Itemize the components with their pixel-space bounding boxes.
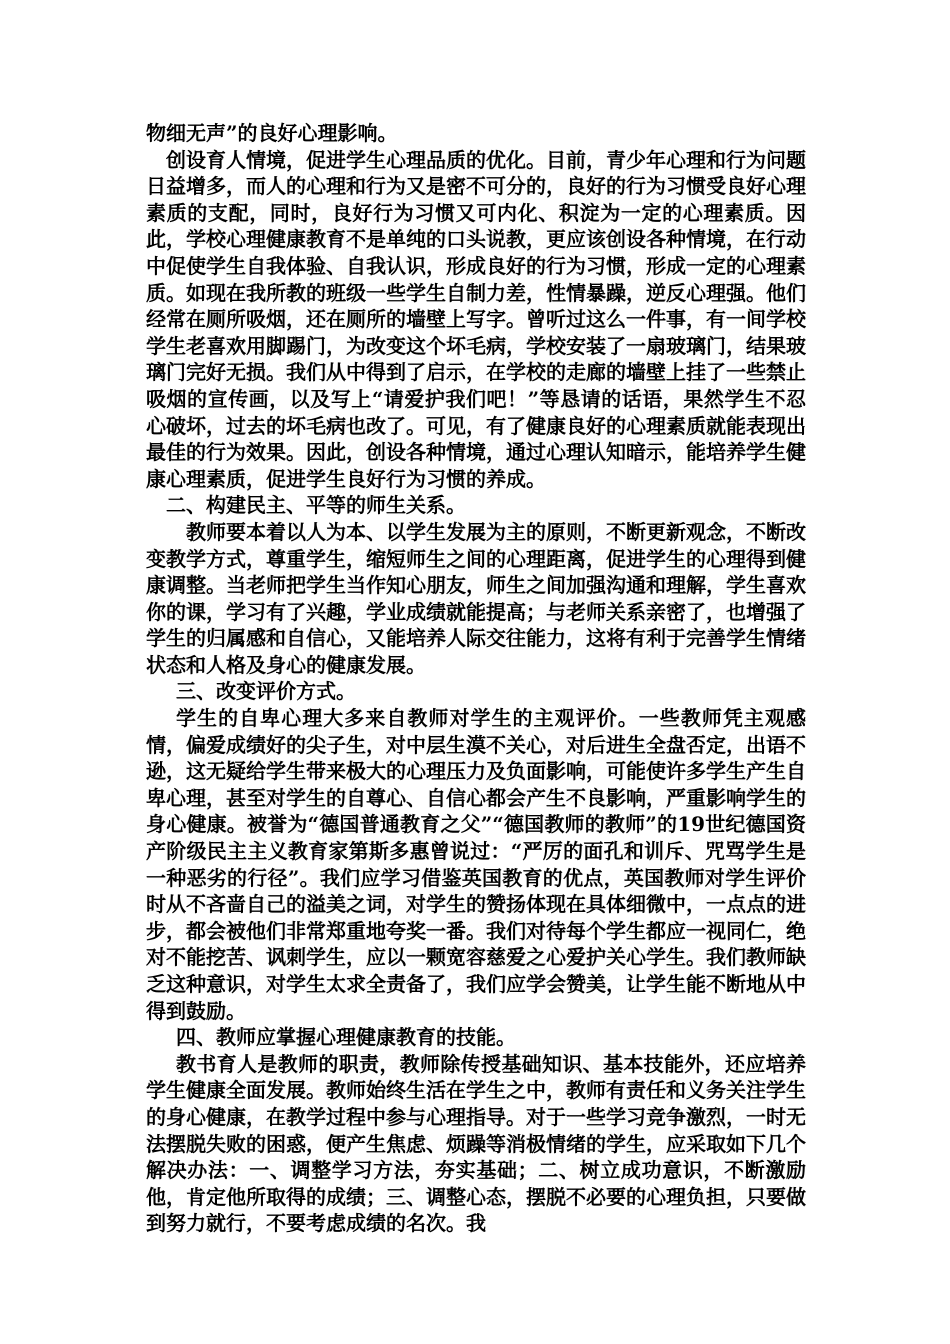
heading-section-3: 三、改变评价方式。 <box>176 679 356 704</box>
paragraph-evaluation: 学生的自卑心理大多来自教师对学生的主观评价。一些教师凭主观感情，偏爱成绩好的尖子生，对中层生漠不关心，对后进生全盘否定，出语不逊，这无疑给学生带来极大的心理压力及负面影响，可能使许多学生产生自卑心理，甚至对学生的自尊心、自信心都会产生不良影响，严重影响学生的身心健康。被誉为“德国普通教育之父”“德国教师的教师”的19世纪德国资产阶级民主主义教育家第斯多惠曾说过：“严厉的面孔和训斥、咒骂学生是一种恶劣的行径”。我们应学习借鉴英国教育的优点，英国教师对学生评价时从不吝啬自己的溢美之词，对学生的赞扬体现在具体细微中，一点点的进步，都会被他们非常郑重地夸奖一番。我们对待每个学生都应一视同仁，绝对不能挖苦、讽刺学生，应以一颗宽容慈爱之心爱护关心学生。我们教师缺乏这种意识，对学生太求全责备了，我们应学会赞美，让学生能不断地从中得到鼓励。 <box>146 706 806 1023</box>
heading-section-2: 二、构建民主、平等的师生关系。 <box>166 493 466 518</box>
document-body <box>146 120 806 1237</box>
paragraph-skills: 教书育人是教师的职责，教师除传授基础知识、基本技能外，还应培养学生健康全面发展。教师始终生活在学生之中，教师有责任和义务关注学生的身心健康，在教学过程中参与心理指导。对于一些学习竞争激烈，一时无法摆脱失败的困惑，便产生焦虑、烦躁等消极情绪的学生，应采取如下几个解决办法：一、调整学习方法，夯实基础；二、树立成功意识，不断激励他，肯定他所取得的成绩；三、调整心态，摆脱不必要的心理负担，只要做到努力就行，不要考虑成绩的名次。我 <box>146 1051 806 1236</box>
paragraph-continuation: 物细无声”的良好心理影响。 <box>146 121 398 145</box>
paragraph-teacher-student: 教师要本着以人为本、以学生发展为主的原则，不断更新观念，不断改变教学方式，尊重学生，缩短师生之间的心理距离，促进学生的心理得到健康调整。当老师把学生当作知心朋友，师生之间加强沟通和理解，学生喜欢你的课，学习有了兴趣，学业成绩就能提高；与老师关系亲密了，也增强了学生的归属感和自信心，又能培养人际交往能力，这将有利于完善学生情绪状态和人格及身心的健康发展。 <box>146 519 806 677</box>
heading-section-4: 四、教师应掌握心理健康教育的技能。 <box>176 1025 516 1050</box>
paragraph-situation: 创设育人情境，促进学生心理品质的优化。目前，青少年心理和行为问题日益增多，而人的心理和行为又是密不可分的，良好的行为习惯受良好心理素质的支配，同时，良好行为习惯又可内化、积淀为一定的心理素质。因此，学校心理健康教育不是单纯的口头说教，更应该创设各种情境，在行动中促使学生自我体验、自我认识，形成良好的行为习惯，形成一定的心理素质。如现在我所教的班级一些学生自制力差，性情暴躁，逆反心理强。他们经常在厕所吸烟，还在厕所的墙壁上写字。曾听过这么一件事，有一间学校学生老喜欢用脚踢门，为改变这个坏毛病，学校安装了一扇玻璃门，结果玻璃门完好无损。我们从中得到了启示，在学校的走廊的墙壁上挂了一些禁止吸烟的宣传画，以及写上“请爱护我们吧！”等恳请的话语，果然学生不忍心破坏，过去的坏毛病也改了。可见，有了健康良好的心理素质就能表现出最佳的行为效果。因此，创设各种情境，通过心理认知暗示，能培养学生健康心理素质，促进学生良好行为习惯的养成。 <box>146 147 806 491</box>
